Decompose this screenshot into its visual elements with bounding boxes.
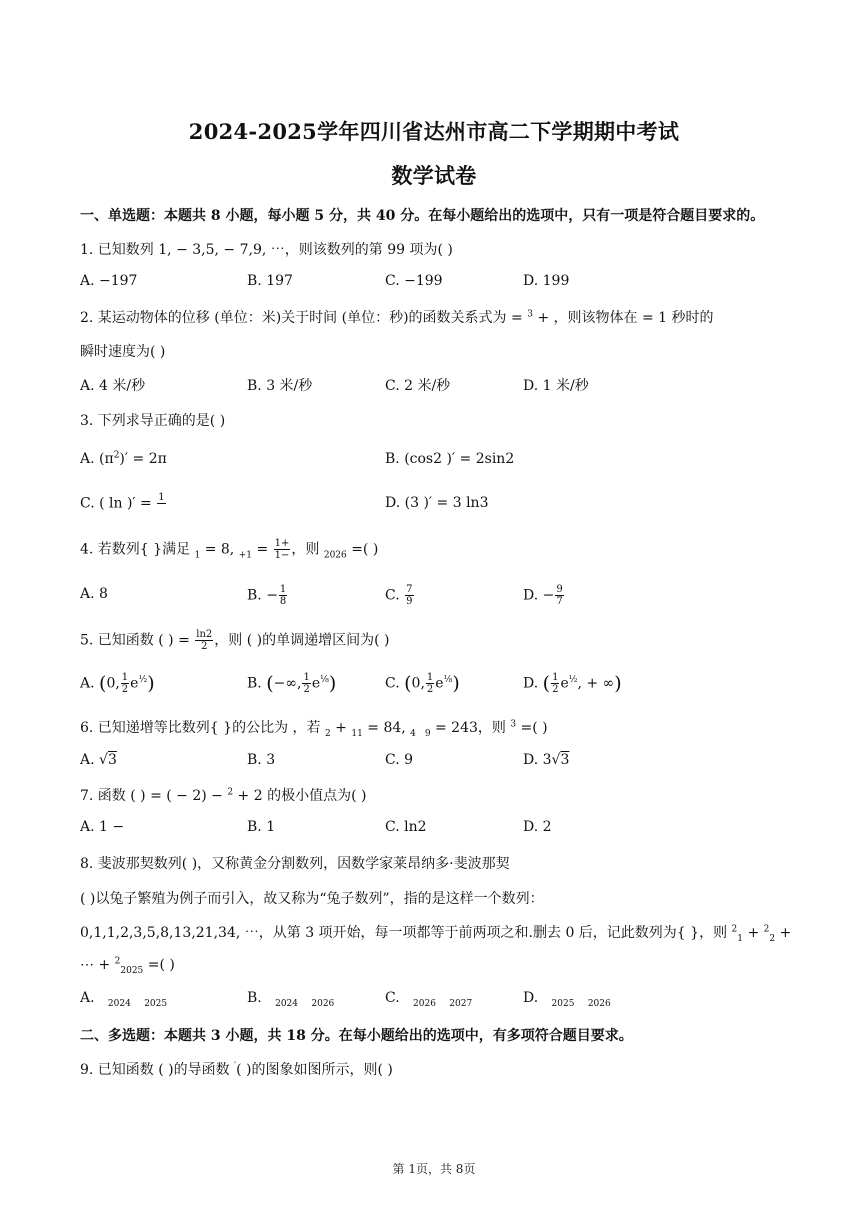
question-6-option-a xyxy=(80,752,117,768)
q4-b-num: 1 xyxy=(279,584,287,595)
section-heading-multiple-choice: 二、多选题：本题共 3 小题，共 18 分。在每小题给出的选项中，有多项符合题目要求。 xyxy=(80,1028,633,1044)
question-7-stem xyxy=(80,785,366,805)
q4-s3-post: ，则 xyxy=(291,541,324,558)
q5-stem-post: ，则 ( )的单调递增区间为( ) xyxy=(214,632,390,649)
question-3-option-c xyxy=(80,492,167,515)
question-8-line2: ( )以兔子繁殖为例子而引入，故又称为“兔子数列”，指的是这样一个数列： xyxy=(80,891,544,907)
question-8-line4 xyxy=(80,956,175,976)
q8-c-sub1: 2026 xyxy=(413,998,436,1009)
q5-a-half xyxy=(121,672,129,695)
question-2-option-b: B. 3 米/秒 xyxy=(247,378,313,394)
q6-sub-11: 11 xyxy=(351,728,363,739)
q5-d-half-den: 2 xyxy=(552,684,559,695)
q5-frac-den: 2 xyxy=(201,641,208,652)
question-4-option-c xyxy=(385,584,415,607)
q5-a-in: 0, xyxy=(106,675,120,692)
question-3-option-d: D. (3 )′ = 3 ln3 xyxy=(385,495,489,511)
question-1-option-d: D. 199 xyxy=(523,273,570,289)
q8-line4-pre: ⋯ + xyxy=(80,957,115,973)
question-3-option-b: B. (cos2 )′ = 2sin2 xyxy=(385,451,515,467)
question-5-option-d: D. ( $\frac{1}{2}$ $e^{\frac{1}{2}}$, + ∞) xyxy=(523,672,622,695)
q4-c-num: 7 xyxy=(406,584,413,595)
q8-c-label: C. xyxy=(385,990,400,1006)
question-8-option-a xyxy=(80,990,168,1009)
q4-frac-num: 1+ xyxy=(274,538,290,549)
q8-end: + xyxy=(775,925,792,941)
question-5-stem xyxy=(80,629,389,652)
q5-c-exp: ⅛ xyxy=(443,674,453,685)
q5-d-half xyxy=(551,672,559,695)
q8-b-sub2: 2026 xyxy=(311,998,335,1009)
q3-c-fraction xyxy=(157,492,165,515)
q2-text-a: 2. 某运动物体的位移 (单位：米)关于时间 (单位：秒)的函数关系式为 = xyxy=(80,310,528,326)
q4-d-pre: D. − xyxy=(523,587,555,604)
question-4-stem xyxy=(80,538,378,561)
section-heading-single-choice: 一、单选题：本题共 8 小题，每小题 5 分，共 40 分。在每小题给出的选项中，只有一项是符合题目要求的。 xyxy=(80,208,765,224)
q5-a-e: e xyxy=(130,675,139,692)
q5-c-half-num: 1 xyxy=(426,672,434,683)
q8-sub1: 1 xyxy=(737,933,743,944)
q4-s4-post: =( ) xyxy=(346,541,379,558)
q7-sup-2: 2 xyxy=(227,787,234,798)
question-2-option-a: A. 4 米/秒 xyxy=(80,378,146,394)
q6-sub-2: 2 xyxy=(324,728,331,739)
question-4-option-d xyxy=(523,584,565,607)
q5-a-half-num: 1 xyxy=(121,672,129,683)
question-7-option-c: C. ln2 xyxy=(385,819,427,835)
question-6-option-b: B. 3 xyxy=(247,752,276,768)
q8-d-label: D. xyxy=(523,990,539,1006)
q4-stem-pre: 4. 若数列{ }满足 xyxy=(80,541,195,558)
question-7-option-a: A. 1 − xyxy=(80,819,125,835)
q8-d-sub2: 2026 xyxy=(587,998,611,1009)
question-1-stem: 1. 已知数列 1, − 3,5, − 7,9, ⋯，则该数列的第 99 项为( ) xyxy=(80,242,453,258)
q5-c-label: C. xyxy=(385,675,400,692)
q5-a-exp: ½ xyxy=(138,674,148,685)
q5-c-half-den: 2 xyxy=(426,684,434,695)
q8-a-sub2: 2025 xyxy=(144,998,168,1009)
question-2-option-d: D. 1 米/秒 xyxy=(523,378,589,394)
question-9-stem xyxy=(80,1059,393,1079)
q4-d-num: 9 xyxy=(556,584,563,595)
q5-a-half-den: 2 xyxy=(121,684,129,695)
question-5-option-a: A. (0, $\frac{1}{2}$ $e^{\frac{1}{2}}$) xyxy=(80,672,155,695)
q3-c-den xyxy=(157,504,165,515)
q6-d-pre: D. 3√ xyxy=(523,752,561,768)
q8-sub2: 2 xyxy=(769,933,776,944)
question-2-option-c: C. 2 米/秒 xyxy=(385,378,451,394)
q6-mid3: = 243，则 xyxy=(430,720,511,736)
q3-a-sup: 2 xyxy=(113,450,120,461)
q4-d-den: 7 xyxy=(556,596,563,607)
question-8-line1: 8. 斐波那契数列( )，又称黄金分割数列，因数学家莱昂纳多·斐波那契 xyxy=(80,856,510,872)
q3-c-pre: C. ( ln )′ = xyxy=(80,495,157,512)
q4-sub-2026: 2026 xyxy=(323,550,347,561)
q5-d-half-num: 1 xyxy=(552,672,559,683)
q4-d-fraction xyxy=(555,584,563,607)
question-8-option-b xyxy=(247,990,335,1009)
exam-subtitle: 数学试卷 xyxy=(391,163,477,188)
question-2-stem-line1 xyxy=(80,307,714,327)
question-8-option-c xyxy=(385,990,473,1009)
q6-a-radicand: 3 xyxy=(107,752,117,768)
question-6-option-d xyxy=(523,752,569,768)
q7-stem-post: + 2 的极小值点为( ) xyxy=(233,788,367,804)
question-7-option-b: B. 1 xyxy=(247,819,276,835)
q4-b-den: 8 xyxy=(279,596,287,607)
question-1-option-a: A. −197 xyxy=(80,273,138,289)
q8-mid: + xyxy=(743,925,764,941)
question-8-option-d xyxy=(523,990,611,1009)
q6-mid1: + xyxy=(330,720,352,736)
question-3-option-a xyxy=(80,451,167,467)
question-1-option-b: B. 197 xyxy=(247,273,293,289)
q8-l4-post: =( ) xyxy=(143,957,175,973)
q4-c-fraction xyxy=(405,584,413,607)
q2-sup: 3 xyxy=(527,309,533,320)
q2-text-b: + ，则该物体在 = 1 秒时的 xyxy=(532,310,714,326)
question-8-line3 xyxy=(80,922,791,942)
q8-sup2: 2 xyxy=(763,924,770,935)
q6-sup-3: 3 xyxy=(510,719,517,730)
question-6-option-c: C. 9 xyxy=(385,752,414,768)
q5-b-half-num: 1 xyxy=(303,672,310,683)
q5-b-half xyxy=(302,672,310,695)
question-6-stem xyxy=(80,717,548,737)
q6-sub-9: 9 xyxy=(424,728,431,739)
q5-d-e: e xyxy=(560,675,569,692)
q8-b-sub1: 2024 xyxy=(275,998,299,1009)
q7-stem-pre: 7. 函数 ( ) = ( − 2) − xyxy=(80,788,228,804)
q3-c-num: 1 xyxy=(158,492,165,503)
q8-d-sub1: 2025 xyxy=(551,998,575,1009)
q4-frac-den: 1− xyxy=(274,550,290,561)
question-7-option-d: D. 2 xyxy=(523,819,552,835)
q5-d-exp: ½ xyxy=(568,674,578,685)
q8-l4-sub: 2025 xyxy=(120,965,144,976)
page-footer: 第 1页，共 8页 xyxy=(392,1162,476,1176)
q9-stem-post: ( )的图象如图所示，则( ) xyxy=(236,1062,393,1078)
q4-c-pre: C. xyxy=(385,587,405,604)
question-3-stem: 3. 下列求导正确的是( ) xyxy=(80,413,226,429)
q4-eq: = xyxy=(252,541,273,558)
question-5-option-c: C. (0, $\frac{1}{2}$ $e^{\frac{1}{8}}$) xyxy=(385,672,460,695)
q5-b-half-den: 2 xyxy=(303,684,310,695)
question-2-stem-line2: 瞬时速度为( ) xyxy=(80,344,166,360)
q6-mid2: = 84, xyxy=(362,720,411,736)
q6-sub-4: 4 xyxy=(410,728,416,739)
q8-sup1: 2 xyxy=(731,924,738,935)
q5-d-tail: , + ∞ xyxy=(577,675,615,692)
q4-b-fraction xyxy=(279,584,287,607)
q4-b-pre: B. − xyxy=(247,587,278,604)
q5-frac-num: ln2 xyxy=(196,629,213,640)
q4-sub-1: 1 xyxy=(194,550,201,561)
question-4-option-b xyxy=(247,584,288,607)
q5-b-label: B. xyxy=(247,675,262,692)
q8-c-sub2: 2027 xyxy=(449,998,473,1009)
q5-b-exp: ⅛ xyxy=(320,674,329,685)
exam-title: 2024-2025学年四川省达州市高二下学期期中考试 xyxy=(188,119,680,144)
q5-c-e: e xyxy=(435,675,444,692)
q9-prime: ′ xyxy=(234,1061,237,1072)
q5-c-half xyxy=(426,672,434,695)
q8-a-sub1: 2024 xyxy=(107,998,131,1009)
q9-stem-pre: 9. 已知函数 ( )的导函数 xyxy=(80,1062,235,1078)
question-4-option-a: A. 8 xyxy=(80,586,108,602)
q6-a-pre: A. √ xyxy=(80,752,108,768)
q5-fraction xyxy=(195,629,213,652)
q5-d-label: D. xyxy=(523,675,539,692)
q4-fraction xyxy=(274,538,291,561)
q8-b-label: B. xyxy=(247,990,262,1006)
q4-c-den: 9 xyxy=(406,596,413,607)
q8-l4-sup: 2 xyxy=(114,956,121,967)
q6-d-radicand: 3 xyxy=(560,752,570,768)
q8-line3-pre: 0,1,1,2,3,5,8,13,21,34, ⋯，从第 3 项开始，每一项都等于前两项之和.删去 0 后，记此数列为{ }，则 xyxy=(80,925,732,941)
q5-c-in: 0, xyxy=(411,675,425,692)
q4-sub-n1: +1 xyxy=(238,550,252,561)
q4-s1-post: = 8, xyxy=(200,541,239,558)
q6-post: =( ) xyxy=(516,720,548,736)
question-1-option-c: C. −199 xyxy=(385,273,443,289)
q5-a-label: A. xyxy=(80,675,95,692)
q3-a-pre: A. (π xyxy=(80,451,114,467)
q5-b-e: e xyxy=(311,675,321,692)
q6-stem-pre: 6. 已知递增等比数列{ }的公比为 ，若 xyxy=(80,720,325,736)
q8-a-label: A. xyxy=(80,990,95,1006)
q5-stem-pre: 5. 已知函数 ( ) = xyxy=(80,632,195,649)
q5-b-in: −∞, xyxy=(273,675,302,692)
question-5-option-b: B. (−∞, $\frac{1}{2}$ $e^{\frac{1}{8}}$) xyxy=(247,672,337,695)
q3-a-post: )′ = 2π xyxy=(119,451,167,467)
